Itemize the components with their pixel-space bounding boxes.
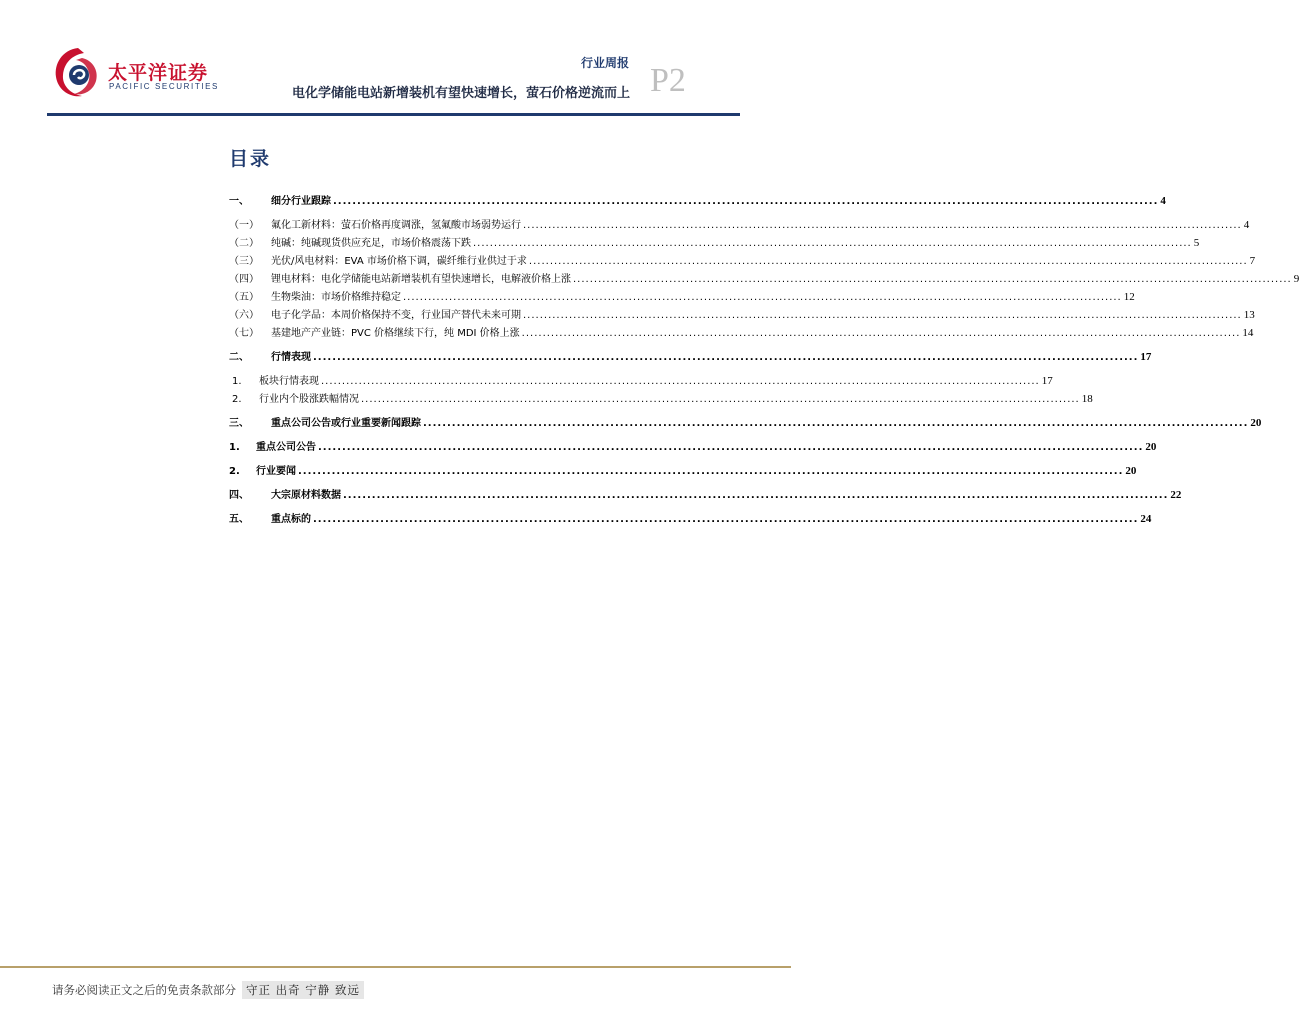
- toc-leader-dots: ............................................................................................................................................................................: [318, 442, 1144, 453]
- toc-entry-number: 二、: [229, 352, 249, 363]
- toc-leader-dots: ............................................................................................................................................................................: [313, 514, 1139, 525]
- toc-entry[interactable]: [229, 324, 1254, 339]
- toc-leader-dots: ............................................................................................................................................................................: [321, 376, 1040, 387]
- toc-entry[interactable]: [229, 510, 1152, 525]
- toc-entry-title: 重点公司公告或行业重要新闻跟踪: [271, 418, 421, 429]
- toc-entry-page: 4: [1243, 219, 1250, 231]
- toc-entry-number: 一、: [229, 196, 249, 207]
- toc-entry[interactable]: [229, 414, 1262, 429]
- toc-entry-number: 2.: [232, 394, 242, 405]
- toc-entry-title: 电子化学品：本周价格保持不变，行业国产替代未来可期: [271, 310, 521, 321]
- toc-entry-title: 纯碱：纯碱现货供应充足，市场价格震荡下跌: [271, 238, 471, 249]
- toc-entry-number: （五）: [229, 292, 259, 303]
- footer-disclaimer: 请务必阅读正文之后的免责条款部分: [52, 983, 236, 997]
- toc-entry-number: （一）: [229, 220, 259, 231]
- toc-entry-title: 光伏/风电材料：EVA 市场价格下调，碳纤维行业供过于求: [271, 256, 527, 267]
- toc-entry-title: 基建地产产业链：PVC 价格继续下行，纯 MDI 价格上涨: [271, 328, 520, 339]
- toc-entry-page: 12: [1123, 291, 1135, 303]
- brand-name-en: PACIFIC SECURITIES: [109, 82, 219, 91]
- toc-heading: 目录: [229, 148, 272, 170]
- toc-entry-page: 20: [1125, 465, 1137, 477]
- toc-leader-dots: ............................................................................................................................................................................: [313, 352, 1139, 363]
- toc-entry[interactable]: [229, 372, 1053, 387]
- toc-entry-title: 重点标的: [271, 514, 311, 525]
- toc-entry-page: 4: [1160, 195, 1166, 207]
- toc-entry-page: 9: [1293, 273, 1299, 285]
- toc-entry-title: 大宗原材料数据: [271, 490, 341, 501]
- toc-entry-page: 20: [1145, 441, 1157, 453]
- toc-leader-dots: ............................................................................................................................................................................: [298, 466, 1124, 477]
- toc-leader-dots: ............................................................................................................................................................................: [423, 418, 1249, 429]
- toc-leader-dots: ............................................................................................................................................................................: [343, 490, 1169, 501]
- toc-entry-page: 7: [1249, 255, 1256, 267]
- toc-entry-number: （三）: [229, 256, 259, 267]
- document-title: 电化学储能电站新增装机有望快速增长，萤石价格逆流而上: [291, 86, 630, 101]
- toc-entry-number: 五、: [229, 514, 249, 525]
- toc-entry-page: 5: [1193, 237, 1200, 249]
- toc-leader-dots: ............................................................................................................................................................................: [523, 310, 1242, 321]
- footer-slogan: 守正 出奇 宁静 致远: [242, 981, 364, 999]
- page-number: P2: [650, 62, 686, 99]
- toc-entry-title: 锂电材料：电化学储能电站新增装机有望快速增长，电解液价格上涨: [271, 274, 571, 285]
- toc-entry-title: 板块行情表现: [259, 376, 319, 387]
- toc-entry-page: 17: [1041, 375, 1053, 387]
- toc-entry-number: 1.: [232, 376, 242, 387]
- toc-entry-number: 四、: [229, 490, 249, 501]
- toc-entry-page: 13: [1243, 309, 1255, 321]
- toc-leader-dots: ............................................................................................................................................................................: [473, 238, 1192, 249]
- toc-entry-number: （六）: [229, 310, 259, 321]
- toc-entry[interactable]: [229, 288, 1135, 303]
- toc-entry-title: 行业内个股涨跌幅情况: [259, 394, 359, 405]
- toc-entry-page: 24: [1140, 513, 1152, 525]
- toc-entry-page: 17: [1140, 351, 1152, 363]
- toc-entry[interactable]: [229, 192, 1166, 207]
- toc-entry[interactable]: [229, 270, 1299, 285]
- toc-entry-page: 20: [1250, 417, 1262, 429]
- toc-entry[interactable]: [229, 462, 1137, 477]
- toc-entry-title: 行业要闻: [256, 466, 296, 477]
- toc-entry[interactable]: [229, 216, 1250, 231]
- toc-leader-dots: ............................................................................................................................................................................: [528, 256, 1248, 267]
- footer-divider: [0, 966, 791, 968]
- toc-entry-number: （四）: [229, 274, 259, 285]
- toc-entry[interactable]: [229, 306, 1255, 321]
- document-type: 行业周报: [581, 56, 630, 70]
- toc-entry-number: 三、: [229, 418, 249, 429]
- toc-entry[interactable]: [229, 234, 1200, 249]
- toc-entry[interactable]: [229, 390, 1093, 405]
- footer: [52, 981, 364, 999]
- brand-name-cn: 太平洋证券: [108, 62, 209, 84]
- toc-leader-dots: ............................................................................................................................................................................: [403, 292, 1122, 303]
- toc-entry-page: 18: [1081, 393, 1093, 405]
- toc-entry-title: 细分行业跟踪: [271, 196, 331, 207]
- toc-entry-page: 22: [1170, 489, 1182, 501]
- toc-leader-dots: ............................................................................................................................................................................: [573, 274, 1292, 285]
- toc-entry-number: 2.: [229, 466, 240, 477]
- toc-entry[interactable]: [229, 438, 1157, 453]
- toc-leader-dots: ............................................................................................................................................................................: [521, 328, 1241, 339]
- toc-entry-number: （七）: [229, 328, 259, 339]
- pacific-securities-logo-icon: [52, 44, 104, 100]
- toc-entry-number: （二）: [229, 238, 259, 249]
- toc-entry-title: 行情表现: [271, 352, 311, 363]
- toc-leader-dots: ............................................................................................................................................................................: [361, 394, 1080, 405]
- toc-entry-title: 氟化工新材料：萤石价格再度调涨，氢氟酸市场弱势运行: [271, 220, 521, 231]
- toc-entry-page: 14: [1242, 327, 1254, 339]
- toc-entry[interactable]: [229, 252, 1256, 267]
- toc-entry-title: 生物柴油：市场价格维持稳定: [271, 292, 401, 303]
- toc-entry-title: 重点公司公告: [256, 442, 316, 453]
- toc-entry[interactable]: [229, 486, 1182, 501]
- header-divider: [47, 113, 740, 116]
- toc-leader-dots: ............................................................................................................................................................................: [333, 196, 1159, 207]
- toc-leader-dots: ............................................................................................................................................................................: [523, 220, 1242, 231]
- toc-entry-number: 1.: [229, 442, 240, 453]
- toc-entry[interactable]: [229, 348, 1152, 363]
